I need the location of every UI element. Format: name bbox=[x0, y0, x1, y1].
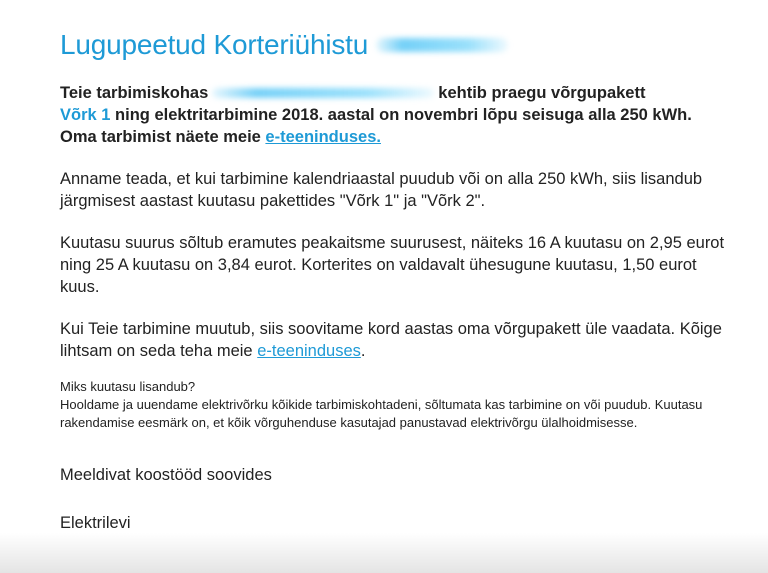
paragraph-monthly-fee: Anname teada, et kui tarbimine kalendriaastal puudub või on alla 250 kWh, siis lisandub järgmisest aastast kuutasu pakettides "Võrk 1" ja "Võrk 2". bbox=[60, 170, 703, 210]
intro-block bbox=[60, 82, 740, 148]
greeting-text: Lugupeetud Korteriühistu bbox=[60, 29, 369, 60]
e-service-link[interactable]: e-teeninduses. bbox=[265, 128, 381, 146]
intro-line2: ning elektritarbimine 2018. aastal on novembri lõpu seisuga alla 250 kWh. bbox=[115, 106, 692, 124]
intro-line1-end: kehtib praegu võrgupakett bbox=[438, 84, 646, 102]
info-question: Miks kuutasu lisandub? bbox=[60, 379, 196, 394]
e-service-link-2[interactable]: e-teeninduses bbox=[257, 342, 361, 360]
closing-text: Meeldivat koostööd soovides bbox=[60, 466, 272, 484]
info-answer: Hooldame ja uuendame elektrivõrku kõikide tarbimiskohtadeni, sõltumata kas tarbimine on või puudub. Kuutasu rakendamise eesmärk on, et kõik võrguhenduse kasutajad panustavad elektrivõrgu ülalhoidmisesse. bbox=[60, 397, 703, 430]
bottom-fade bbox=[0, 533, 768, 573]
package-name: Võrk 1 bbox=[60, 106, 111, 124]
email-body bbox=[60, 28, 740, 534]
intro-line1-start: Teie tarbimiskohas bbox=[60, 84, 209, 102]
signoff-text: Elektrilevi bbox=[60, 514, 131, 532]
paragraph-review-end: . bbox=[360, 342, 366, 360]
paragraph-review bbox=[60, 318, 740, 362]
greeting-heading bbox=[60, 28, 740, 62]
redacted-address bbox=[212, 88, 434, 98]
paragraph-review-text: Kui Teie tarbimine muutub, siis soovitame kord aastas oma võrgupakett üle vaadata. Kõige lihtsam on seda teha meie bbox=[60, 320, 722, 360]
intro-line3: Oma tarbimist näete meie bbox=[60, 128, 261, 146]
paragraph-fee-amount: Kuutasu suurus sõltub eramutes peakaitsme suurusest, näiteks 16 A kuutasu on 2,95 eurot ning 25 A kuutasu on 3,84 eurot. Korterites on valdavalt ühesugune kuutasu, 1,50 eurot kuus. bbox=[60, 234, 725, 296]
info-block bbox=[60, 378, 740, 432]
redacted-name bbox=[376, 38, 508, 52]
